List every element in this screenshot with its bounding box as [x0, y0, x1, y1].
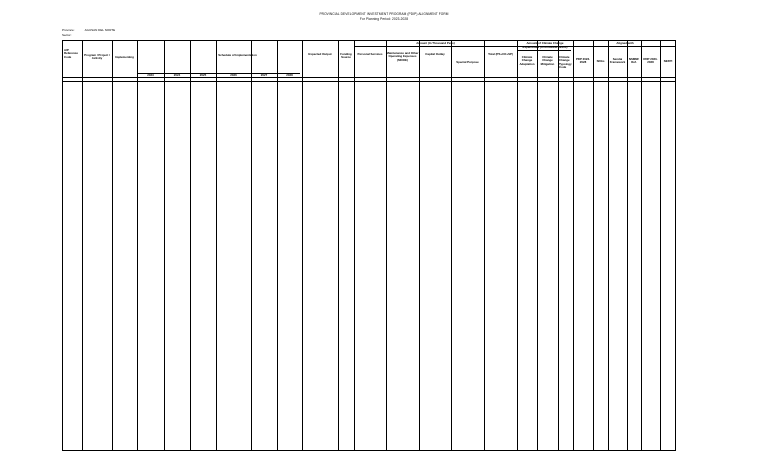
- sector-label: Sector:: [62, 33, 72, 37]
- year-2023: 2023: [147, 73, 154, 77]
- col-cc-typology: Climate Change Typology Code: [559, 55, 572, 70]
- col-capital-outlay: Capital Outlay: [425, 52, 445, 56]
- col-funding-source: Funding Source: [340, 52, 352, 60]
- sector-row: [62, 33, 84, 37]
- col-nsmn: NSMNF Ref.: [628, 57, 640, 65]
- col-nefpi: NEFPI: [663, 59, 673, 63]
- col-pdp: PDP 2023-2028: [575, 57, 591, 65]
- year-2026: 2026: [230, 73, 237, 77]
- province-value: AGUSAN DEL NORTE: [84, 28, 116, 32]
- col-implementing: Implementing: [115, 55, 134, 59]
- col-program: Program / Project / Activity: [84, 53, 110, 61]
- col-schedule: Schedule of Implementation: [218, 53, 257, 57]
- year-2027: 2027: [260, 73, 268, 77]
- group-climate-change-sub: Expenditure (in thousand pesos): [522, 45, 568, 49]
- col-sdg: SDGs: [596, 59, 605, 63]
- col-cc-adaptation: Climate Change Adaptation: [519, 55, 535, 66]
- col-aip-code: AIP Reference Code: [64, 48, 78, 59]
- cc-sub-rule: [517, 50, 571, 51]
- col-sendai: Sendai Framework: [609, 57, 626, 65]
- year-2028: 2028: [286, 73, 293, 77]
- col-total: Total (PS+CO+SP): [488, 52, 513, 56]
- col-expected-output: Expected Output: [308, 52, 332, 56]
- province-row: [62, 28, 115, 32]
- col-personal-services: Personal Services: [357, 52, 383, 56]
- col-mooe: Maintenance and Other Operating Expenses (MOOE): [386, 51, 419, 62]
- year-2024: 2024: [173, 73, 181, 77]
- alignment-table: [62, 40, 676, 451]
- col-rdp: RDP 2023-2028: [643, 57, 658, 65]
- header-bottom-double-rule: [63, 81, 675, 82]
- col-special-purpose: Special Purpose: [456, 60, 479, 64]
- group-aligned-with: Aligned with: [616, 41, 634, 45]
- year-2025: 2025: [199, 73, 207, 77]
- group-amount: Amount (In Thousand Peso): [416, 41, 455, 45]
- col-cc-mitigation: Climate Change Mitigation: [540, 55, 555, 66]
- form-subtitle: For Planning Period: 2023-2028: [359, 17, 409, 21]
- group-climate-change: Amount of Climate Change: [526, 41, 564, 45]
- province-label: Province:: [62, 28, 75, 32]
- form-title: PROVINCIAL DEVELOPMENT INVESTMENT PROGRAM (PDIP) ALIGNMENT FORM: [319, 12, 449, 16]
